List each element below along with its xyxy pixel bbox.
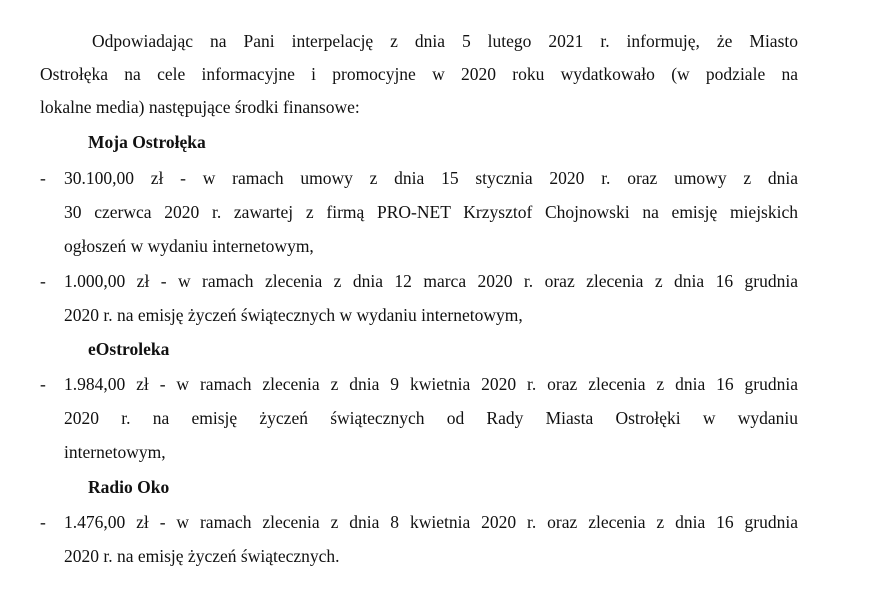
- list-item-line: 1.984,00 zł - w ramach zlecenia z dnia 9 kwietnia 2020 r. oraz zlecenia z dnia 16 grudnia: [64, 374, 798, 394]
- list-dash: -: [40, 374, 46, 394]
- intro-line-2: Ostrołęka na cele informacyjne i promocyjne w 2020 roku wydatkowało (w podziale na: [40, 64, 798, 84]
- section-heading-moja-ostroleka: Moja Ostrołęka: [88, 132, 206, 152]
- section-heading-radio-oko: Radio Oko: [88, 477, 170, 497]
- section-heading-eostroleka: eOstroleka: [88, 339, 170, 359]
- list-item-line: ogłoszeń w wydaniu internetowym,: [64, 236, 314, 256]
- list-item-line: 30 czerwca 2020 r. zawartej z firmą PRO-NET Krzysztof Chojnowski na emisję miejskich: [64, 202, 798, 222]
- list-dash: -: [40, 168, 46, 188]
- list-dash: -: [40, 271, 46, 291]
- intro-line-3: lokalne media) następujące środki finansowe:: [40, 97, 360, 117]
- list-item-line: 2020 r. na emisję życzeń świątecznych w wydaniu internetowym,: [64, 305, 523, 325]
- list-dash: -: [40, 512, 46, 532]
- list-item-line: 2020 r. na emisję życzeń świątecznych od Rady Miasta Ostrołęki w wydaniu: [64, 408, 798, 428]
- list-item-line: 30.100,00 zł - w ramach umowy z dnia 15 stycznia 2020 r. oraz umowy z dnia: [64, 168, 798, 188]
- list-item-line: internetowym,: [64, 442, 166, 462]
- list-item-line: 1.476,00 zł - w ramach zlecenia z dnia 8 kwietnia 2020 r. oraz zlecenia z dnia 16 grudnia: [64, 512, 798, 532]
- list-item-line: 2020 r. na emisję życzeń świątecznych.: [64, 546, 340, 566]
- list-item-line: 1.000,00 zł - w ramach zlecenia z dnia 12 marca 2020 r. oraz zlecenia z dnia 16 grudnia: [64, 271, 798, 291]
- intro-line-1: Odpowiadając na Pani interpelację z dnia 5 lutego 2021 r. informuję, że Miasto: [92, 31, 798, 51]
